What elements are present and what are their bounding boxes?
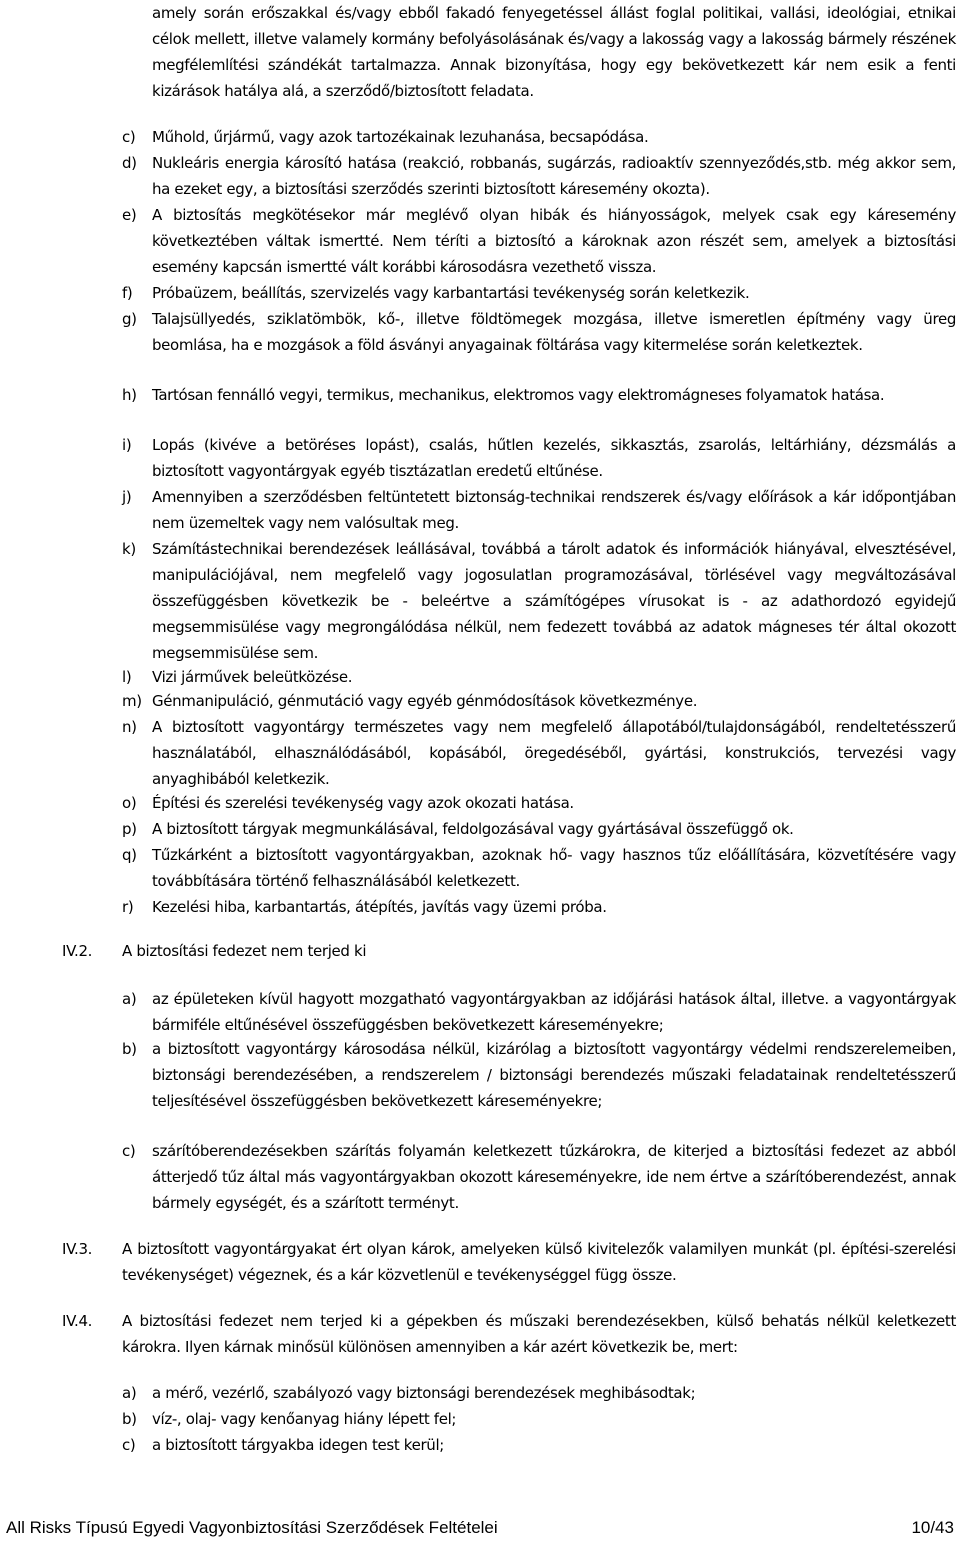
list-item-text: Tartósan fennálló vegyi, termikus, mechanikus, elektromos vagy elektromágneses folyamatok hatása. [152, 386, 885, 404]
list-item-letter: r) [122, 898, 134, 916]
list-item-text: a mérő, vezérlő, szabályozó vagy biztonsági berendezések meghibásodtak; [152, 1384, 696, 1402]
list-item-text: Számítástechnikai berendezések leállásával, továbbá a tárolt adatok és információk hiányával, elvesztésével, manipulációjával, nem megfelelő vagy jogosulatlan programozásával, törlésével vagy megváltozásával összefüggésben következik be - beleértve a számítógépes vírusokat is - az adathordozó egyidejű megsemmisülése vagy megrongálódása nélkül, nem fedezett továbbá az adatok mágneses tér által okozott megsemmisülése sem. [152, 540, 956, 662]
section-iv3 [62, 1236, 956, 1288]
list-item [122, 432, 956, 484]
list-item-text: Tűzkárként a biztosított vagyontárgyakban, azoknak hő- vagy hasznos tűz előállítására, közvetítésére vagy továbbítására történő felhasználásából keletkezett. [152, 846, 956, 890]
page-number: 10/43 [911, 1518, 954, 1537]
list-item-text: szárítóberendezésekben szárítás folyamán keletkezett tűzkárokra, de kiterjed a biztosítási fedezet az abból átterjedő tűz által más vagyontárgyakban okozott káreseményekre, ide nem értve a szárítóberendezést, annak bármely egységét, és a szárított terményt. [152, 1142, 956, 1212]
list-item-letter: a) [122, 1384, 137, 1402]
intro-paragraph: amely során erőszakkal és/vagy ebből fakadó fenyegetéssel állást foglal politikai, vallási, ideológiai, etnikai célok mellett, illetve valamely kormány befolyásolásának és/vagy a lakosság vagy a lakosság bármely részének megfélemlítési szándékát tartalmazza. Annak bizonyítása, hogy egy bekövetkezett kár nem esik a fenti kizárások hatálya alá, a szerződő/biztosított feladata. [152, 4, 956, 100]
list-item-text: Építési és szerelési tevékenység vagy azok okozati hatása. [152, 794, 574, 812]
list-item-letter: e) [122, 206, 137, 224]
list-item [122, 894, 956, 920]
section-number: IV.2. [62, 942, 93, 960]
list-item [122, 714, 956, 792]
list-item-text: Kezelési hiba, karbantartás, átépítés, javítás vagy üzemi próba. [152, 898, 607, 916]
list-item-text: Talajsüllyedés, sziklatömbök, kő-, illetve földtömegek mozgása, illetve ismeretlen építmény vagy üreg beomlása, ha e mozgások a föld ásványi anyagainak föltárása vagy kitermelése során keletkeztek. [152, 310, 956, 354]
list-item [122, 484, 956, 536]
list-item-letter: l) [122, 668, 132, 686]
list-item-letter: a) [122, 990, 137, 1008]
list-item-text: Lopás (kivéve a betöréses lopást), csalás, hűtlen kezelés, sikkasztás, zsarolás, leltárhiány, dézsmálás a biztosított vagyontárgyak egyéb tisztázatlan eredetű eltűnése. [152, 436, 956, 480]
list-item-text: Próbaüzem, beállítás, szervizelés vagy karbantartási tevékenység során keletkezik. [152, 284, 750, 302]
list-item-letter: k) [122, 540, 136, 558]
list-item [122, 842, 956, 894]
section-iv2 [62, 938, 956, 964]
list-item-text: Amennyiben a szerződésben feltüntetett biztonság-technikai rendszerek és/vagy előírások a kár időpontjában nem üzemeltek vagy nem valósultak meg. [152, 488, 956, 532]
list-item-letter: c) [122, 1142, 136, 1160]
footer-title: All Risks Típusú Egyedi Vagyonbiztosítási Szerződések Feltételei [6, 1518, 498, 1537]
list-item-letter: d) [122, 154, 137, 172]
list-item-text: Műhold, űrjármű, vagy azok tartozékainak lezuhanása, becsapódása. [152, 128, 649, 146]
list-item-letter: q) [122, 846, 137, 864]
list-item [122, 688, 956, 714]
list-item-text: Vizi járművek beleütközése. [152, 668, 353, 686]
list-item-letter: h) [122, 386, 137, 404]
list-item-letter: o) [122, 794, 137, 812]
section-text: A biztosítási fedezet nem terjed ki a gépekben és műszaki berendezésekben, külső behatás nélkül keletkezett károkra. Ilyen kárnak minősül különösen amennyiben a kár azért következik be, mert: [122, 1312, 956, 1356]
section-text: A biztosított vagyontárgyakat ért olyan károk, amelyeken külső kivitelezők valamilyen munkát (pl. építési-szerelési tevékenységet) végeznek, és a kár közvetlenül e tevékenységgel függ össze. [122, 1240, 956, 1284]
list-item [122, 1380, 956, 1406]
list-item-letter: b) [122, 1040, 137, 1058]
list-item [122, 150, 956, 202]
list-item-letter: n) [122, 718, 137, 736]
list-item [122, 790, 956, 816]
list-item [122, 382, 956, 408]
list-item-text: víz-, olaj- vagy kenőanyag hiány lépett fel; [152, 1410, 457, 1428]
list-item-letter: m) [122, 692, 142, 710]
list-item-text: Nukleáris energia károsító hatása (reakció, robbanás, sugárzás, radioaktív szennyeződés,stb. még akkor sem, ha ezeket egy, a biztosítási szerződés szerinti biztosított káresemény okozta). [152, 154, 956, 198]
list-item-letter: i) [122, 436, 132, 454]
list-item-text: a biztosított vagyontárgy károsodása nélkül, kizárólag a biztosított vagyontárgy védelmi rendszerelemeiben, biztonsági berendezésében, a rendszerelem / biztonsági berendezés műszaki feladatainak rendeltetésszerű teljesítésével összefüggésben bekövetkezett káreseményekre; [152, 1040, 956, 1110]
list-item-text: A biztosított vagyontárgy természetes vagy nem megfelelő állapotából/tulajdonságából, rendeltetésszerű használatából, elhasználódásából, kopásából, öregedéséből, gyártási, konstrukciós, tervezési vagy anyaghibából keletkezik. [152, 718, 956, 788]
list-item-letter: b) [122, 1410, 137, 1428]
list-item [122, 1432, 956, 1458]
list-item [122, 1138, 956, 1216]
list-item-letter: j) [122, 488, 132, 506]
list-item [122, 986, 956, 1038]
list-item-letter: c) [122, 1436, 136, 1454]
section-number: IV.3. [62, 1240, 93, 1258]
section-text: A biztosítási fedezet nem terjed ki [122, 942, 367, 960]
section-number: IV.4. [62, 1312, 93, 1330]
list-item [122, 306, 956, 358]
list-item-letter: g) [122, 310, 137, 328]
list-item-letter: f) [122, 284, 133, 302]
list-item-text: A biztosítás megkötésekor már meglévő olyan hibák és hiányosságok, melyek csak egy káresemény következtében váltak ismertté. Nem téríti a biztosító a károknak azon részét sem, amelyek a biztosítási esemény kapcsán ismertté vált korábbi károsodásra vezethető vissza. [152, 206, 956, 276]
list-item [122, 536, 956, 666]
list-item-text: A biztosított tárgyak megmunkálásával, feldolgozásával vagy gyártásával összefüggő ok. [152, 820, 794, 838]
list-item-text: a biztosított tárgyakba idegen test kerül; [152, 1436, 444, 1454]
section-iv4 [62, 1308, 956, 1360]
list-item-letter: c) [122, 128, 136, 146]
list-item-text: Génmanipuláció, génmutáció vagy egyéb génmódosítások következménye. [152, 692, 698, 710]
list-item [122, 1406, 956, 1432]
list-item-letter: p) [122, 820, 137, 838]
list-item [122, 1036, 956, 1114]
list-item [122, 202, 956, 280]
list-item-text: az épületeken kívül hagyott mozgatható vagyontárgyakban az időjárási hatások által, illetve. a vagyontárgyak bármiféle eltűnésével összefüggésben bekövetkezett káreseményekre; [152, 990, 956, 1034]
list-item [122, 816, 956, 842]
list-item [122, 664, 956, 690]
list-item [122, 124, 956, 150]
list-item [122, 280, 956, 306]
